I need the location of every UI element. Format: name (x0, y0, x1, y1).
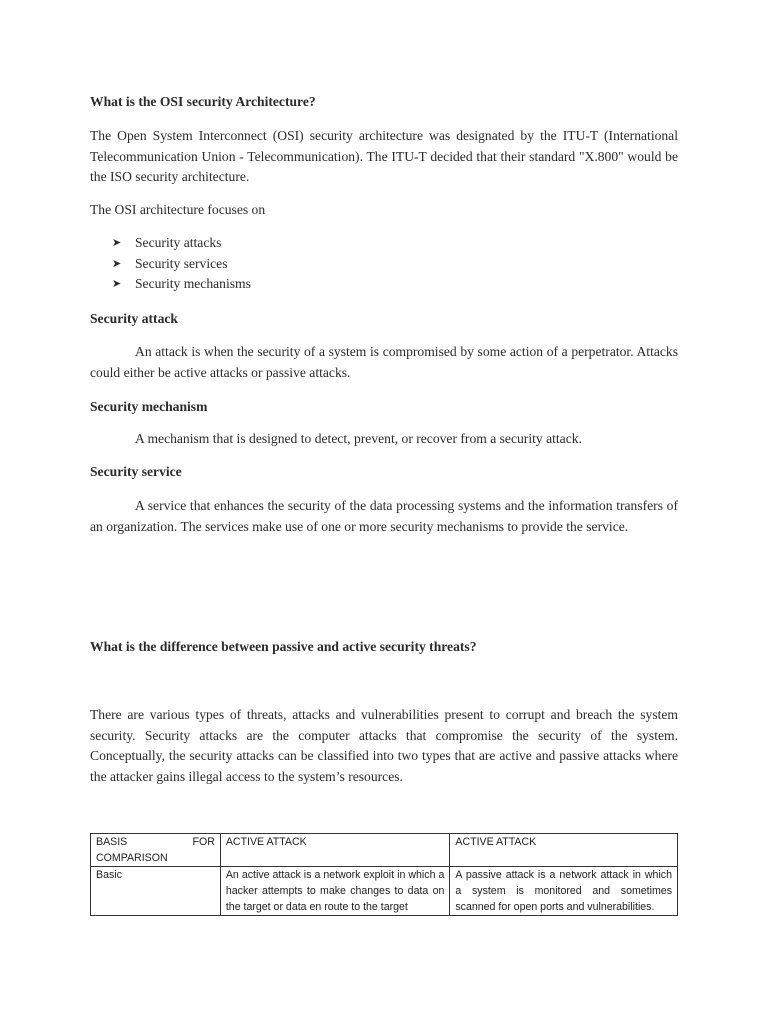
table-cell-basis: Basic (91, 867, 221, 916)
focus-intro-text: The OSI architecture focuses on (90, 202, 266, 217)
security-service-paragraph: A service that enhances the security of the data processing systems and the information transfers of an organization. The services make use of one or more security mechanisms to provide the service. (90, 498, 678, 534)
document-page (90, 0, 678, 1024)
focus-list (112, 233, 251, 295)
table-cell-passive: A passive attack is a network attack in which a system is monitored and sometimes scanned for open ports and vulnerabilities. (450, 867, 678, 916)
threats-difference-heading: What is the difference between passive and active security threats? (90, 639, 477, 654)
list-item (112, 254, 251, 275)
list-item (112, 233, 251, 254)
threats-paragraph: There are various types of threats, attacks and vulnerabilities present to corrupt and breach the system security. Security attacks are the computer attacks that compromise the security of the system. Conceptually, the security attacks can be classified into two types that are active and passive attacks where the attacker gains illegal access to the system’s resources. (90, 707, 678, 784)
header-cell-basis (91, 834, 221, 867)
header-basis-word: BASIS (96, 836, 128, 848)
header-basis-word: COMPARISON (96, 852, 168, 864)
list-item-label: Security mechanisms (135, 276, 251, 291)
osi-architecture-paragraph: The Open System Interconnect (OSI) security architecture was designated by the ITU-T (International Telecommunication Union - Telecommunication). The ITU-T decided that their standard "X.800" would be the ISO security architecture. (90, 128, 678, 184)
arrow-bullet-icon: ➤ (112, 257, 122, 270)
table-header-row (91, 834, 678, 867)
security-mechanism-heading: Security mechanism (90, 399, 208, 414)
header-basis-word: FOR (192, 836, 215, 848)
osi-architecture-heading: What is the OSI security Architecture? (90, 94, 316, 109)
list-item-label: Security services (135, 255, 228, 271)
arrow-bullet-icon: ➤ (112, 237, 122, 250)
header-cell-active: ACTIVE ATTACK (220, 834, 450, 867)
security-mechanism-paragraph: A mechanism that is designed to detect, prevent, or recover from a security attack. (135, 431, 582, 446)
table-row (91, 867, 678, 916)
security-attack-paragraph: An attack is when the security of a system is compromised by some action of a perpetrator. Attacks could either be active attacks or passive attacks. (90, 344, 678, 380)
list-item-label: Security attacks (135, 235, 222, 250)
header-cell-passive: ACTIVE ATTACK (450, 834, 678, 867)
comparison-table (90, 833, 678, 916)
table-cell-active: An active attack is a network exploit in which a hacker attempts to make changes to data on the target or data en route to the target (220, 867, 450, 916)
security-attack-heading: Security attack (90, 311, 178, 326)
arrow-bullet-icon: ➤ (112, 278, 122, 291)
list-item (112, 274, 251, 295)
security-service-heading: Security service (90, 464, 182, 479)
